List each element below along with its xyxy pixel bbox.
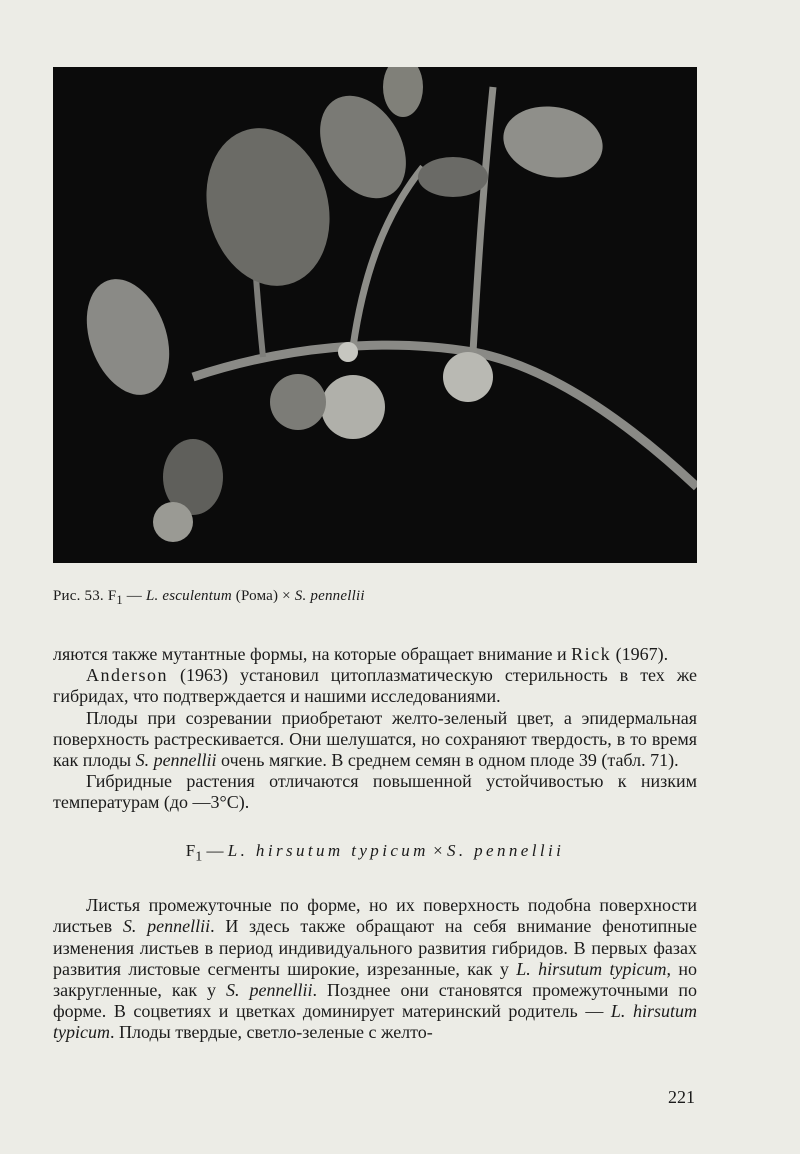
plant-photograph [53, 67, 697, 563]
caption-prefix: Рис. 53. F [53, 588, 117, 604]
p5-species1: S. pennellii [122, 916, 211, 937]
p5-text-d: . Позднее они становятся промежуточными по форме. В соцветиях и цветках доминирует материнский родитель — [53, 980, 697, 1022]
heading-species1: L. hirsutum typicum [227, 840, 429, 860]
p2-text: (1963) установил цитоплазматическую стерильность в тех же гибридах, что подтверждается и нашими исследованиями. [53, 665, 697, 707]
paragraph-3 [53, 708, 697, 772]
caption-species2: S. pennellii [294, 588, 365, 604]
caption-dash: — [122, 588, 146, 604]
body-text [53, 644, 697, 1044]
paragraph-2 [53, 665, 697, 707]
heading-prefix: F [185, 840, 196, 860]
p5-species4: L. hirsutum typicum [53, 1001, 697, 1043]
p2-author: Anderson [86, 665, 168, 686]
caption-subscript: 1 [116, 593, 123, 607]
page-number: 221 [668, 1087, 695, 1107]
p5-species2: L. hirsutum typicum [516, 958, 667, 979]
section-heading [53, 840, 697, 868]
heading-dash: — [202, 840, 228, 860]
heading-subscript: 1 [195, 848, 203, 865]
p3-text-a: Плоды при созревании приобретают желто-зеленый цвет, а эпидермальная поверхность растрескивается. Они шелушатся, но сохраняют твердость, в то время как плоды [53, 707, 697, 771]
heading-cross: × [428, 840, 447, 860]
figure-caption [53, 588, 365, 608]
p5-text-a: Листья промежуточные по форме, но их поверхность подобна поверхности листьев [53, 895, 697, 937]
p5-species3: S. pennellii [226, 980, 313, 1001]
p5-text-e: . Плоды твердые, светло-зеленые с желто- [109, 1022, 433, 1043]
p5-text-c: , но закругленные, как у [53, 958, 697, 1001]
caption-species1: L. esculentum [145, 588, 232, 604]
p5-text-b: . И здесь также обращают на себя внимание фенотипные изменения листьев в период индивидуального развития гибридов. В первых фазах развития листовые сегменты широкие, изрезанные, как у [53, 916, 697, 979]
heading-species2: S. pennellii [446, 840, 565, 860]
p1-author: Rick [571, 644, 612, 664]
p1-text-b: (1967). [611, 644, 669, 664]
p3-text-b: очень мягкие. В среднем семян в одном плоде 39 (табл. 71). [216, 750, 679, 771]
p1-text-a: ляются также мутантные формы, на которые обращает внимание и [53, 644, 572, 664]
caption-variety: (Рома) × [231, 588, 295, 604]
paragraph-5 [53, 895, 697, 1043]
paragraph-1 [53, 644, 697, 665]
paragraph-4: Гибридные растения отличаются повышенной устойчивостью к низким температурам (до —3°C). [53, 771, 697, 813]
p3-species: S. pennellii [135, 750, 217, 771]
